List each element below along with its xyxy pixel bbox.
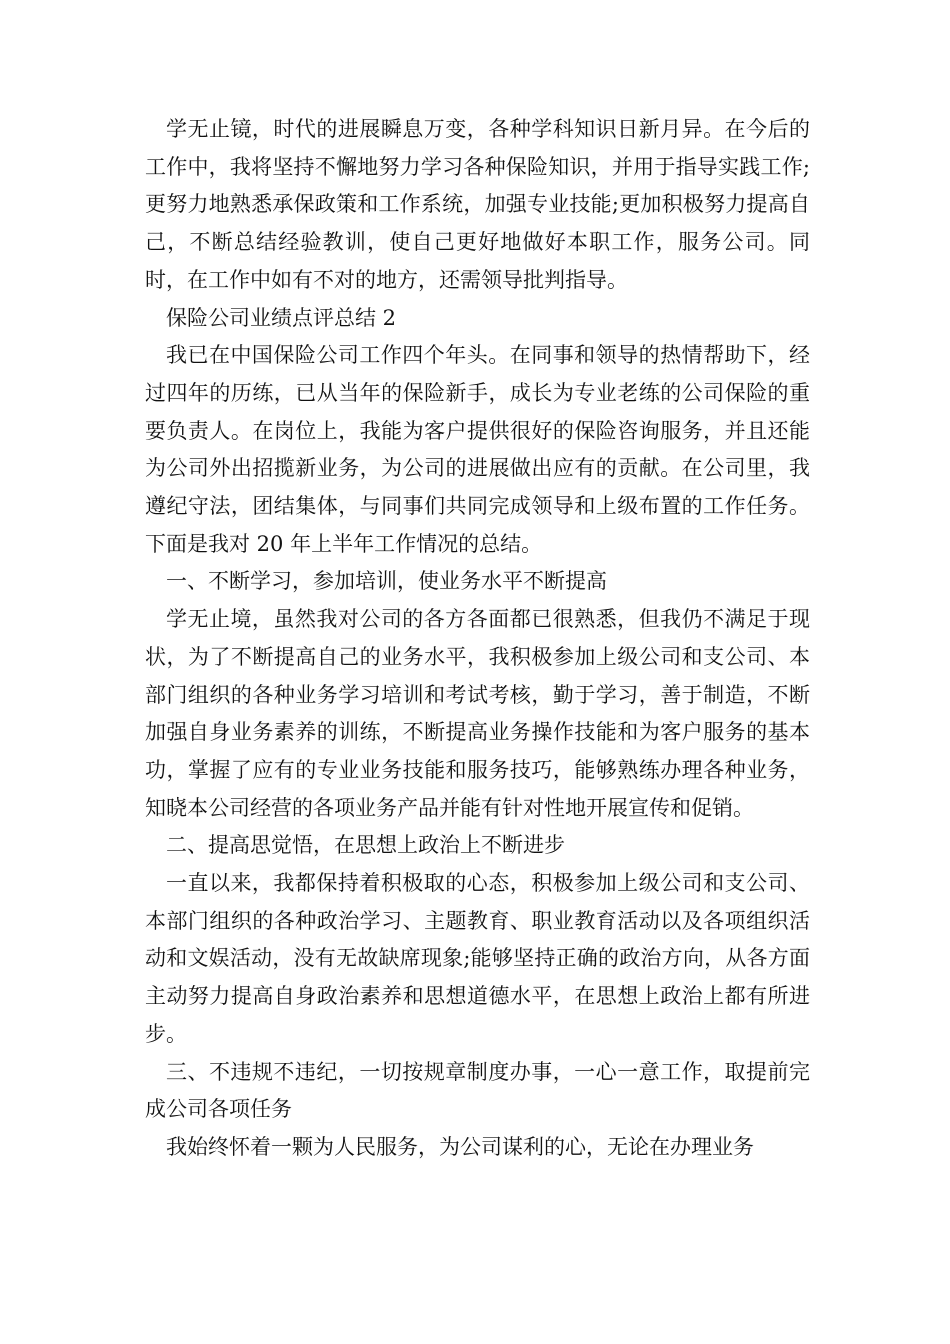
heading-learning: 一、不断学习，参加培训，使业务水平不断提高 xyxy=(166,569,607,594)
paragraph-awareness: 一直以来，我都保持着积极取的心态，积极参加上级公司和支公司、本部门组织的各种政治学习、主题教育、职业教育活动以及各项组织活动和文娱活动，没有无故缺席现象;能够坚持正确的政治方向，从各方面主动努力提高自身政治素养和思想道德水平，在思想上政治上都有所进步。 xyxy=(145,871,810,1046)
paragraph-service: 我始终怀着一颗为人民服务，为公司谋利的心，无论在办理业务 xyxy=(166,1134,754,1159)
section-title: 保险公司业绩点评总结 2 xyxy=(166,305,397,330)
paragraph-learning: 学无止境，虽然我对公司的各方各面都已很熟悉，但我仍不满足于现状，为了不断提高自己的业务水平，我积极参加上级公司和支公司、本部门组织的各种业务学习培训和考试考核，勤于学习，善于制造，不断加强自身业务素养的训练，不断提高业务操作技能和为客户服务的基本功，掌握了应有的专业业务技能和服务技巧，能够熟练办理各种业务，知晓本公司经营的各项业务产品并能有针对性地开展宣传和促销。 xyxy=(145,607,810,820)
heading-discipline: 三、不违规不违纪，一切按规章制度办事，一心一意工作，取提前完成公司各项任务 xyxy=(145,1059,810,1122)
document-body xyxy=(145,111,810,1167)
paragraph-overview: 我已在中国保险公司工作四个年头。在同事和领导的热情帮助下，经过四年的历练，已从当年的保险新手，成长为专业老练的公司保险的重要负责人。在岗位上，我能为客户提供很好的保险咨询服务，并且还能为公司外出招揽新业务，为公司的进展做出应有的贡献。在公司里，我遵纪守法，团结集体，与同事们共同完成领导和上级布置的工作任务。下面是我对 20 年上半年工作情况的总结。 xyxy=(145,343,810,556)
paragraph-intro: 学无止镜，时代的进展瞬息万变，各种学科知识日新月异。在今后的工作中，我将坚持不懈地努力学习各种保险知识，并用于指导实践工作;更努力地熟悉承保政策和工作系统，加强专业技能;更加积极努力提高自己，不断总结经验教训，使自己更好地做好本职工作，服务公司。同时，在工作中如有不对的地方，还需领导批判指导。 xyxy=(145,117,810,292)
heading-awareness: 二、提高思觉悟，在思想上政治上不断进步 xyxy=(166,833,565,858)
